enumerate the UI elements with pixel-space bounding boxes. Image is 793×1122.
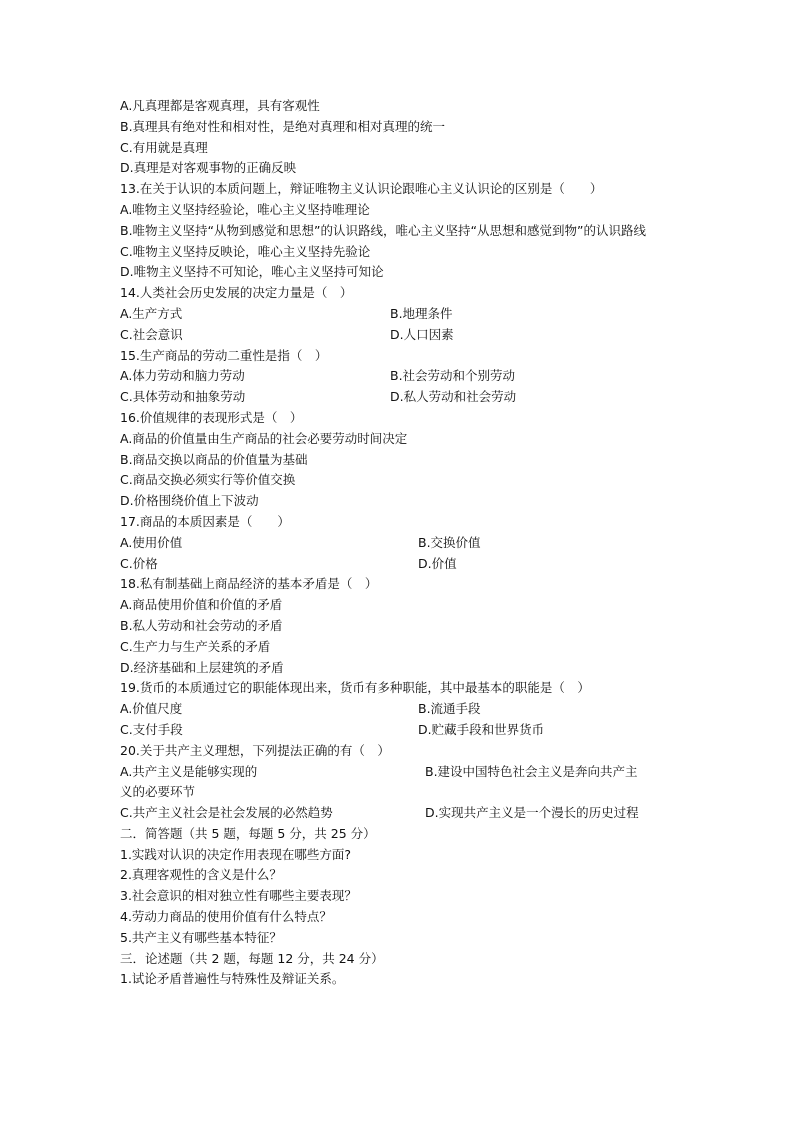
q14-option-d: D.人口因素 <box>390 326 454 342</box>
q15-row-2 <box>120 387 680 408</box>
q20-option-b-line2: 义的必要环节 <box>120 784 196 800</box>
section3-title: 三．论述题（共 2 题，每题 12 分，共 24 分） <box>120 950 384 966</box>
q18-option-d: D.经济基础和上层建筑的矛盾 <box>120 659 284 675</box>
q13-option-d: D.唯物主义坚持不可知论，唯心主义坚持可知论 <box>120 264 384 280</box>
q19-option-d: D.贮藏手段和世界货币 <box>418 721 545 737</box>
q19-option-a: A.价值尺度 <box>120 701 183 717</box>
q18-option-b: B.私人劳动和社会劳动的矛盾 <box>120 617 283 633</box>
q14-option-b: B.地理条件 <box>390 305 453 321</box>
q17-option-a: A.使用价值 <box>120 534 183 550</box>
q14-option-c: C.社会意识 <box>120 326 183 342</box>
q19-option-b: B.流通手段 <box>418 701 481 717</box>
q19-option-c: C.支付手段 <box>120 721 183 737</box>
q19-row-1 <box>120 699 680 720</box>
q12-option-b: B.真理具有绝对性和相对性，是绝对真理和相对真理的统一 <box>120 118 446 134</box>
q16-option-a: A.商品的价值量由生产商品的社会必要劳动时间决定 <box>120 430 408 446</box>
q14-option-a: A.生产方式 <box>120 305 183 321</box>
q20-option-d: D.实现共产主义是一个漫长的历史过程 <box>425 805 639 821</box>
q15-stem: 15.生产商品的劳动二重性是指（ ） <box>120 347 328 363</box>
q20-row-2 <box>120 803 680 824</box>
q13-option-c: C.唯物主义坚持反映论，唯心主义坚持先验论 <box>120 243 371 259</box>
q17-option-d: D.价值 <box>418 555 457 571</box>
q17-option-c: C.价格 <box>120 555 158 571</box>
q15-option-d: D.私人劳动和社会劳动 <box>390 389 517 405</box>
q19-row-2 <box>120 720 680 741</box>
q15-option-a: A.体力劳动和脑力劳动 <box>120 368 245 384</box>
section2-title: 二．简答题（共 5 题，每题 5 分，共 25 分） <box>120 825 376 841</box>
q14-row-1 <box>120 304 680 325</box>
q18-stem: 18.私有制基础上商品经济的基本矛盾是（ ） <box>120 576 378 592</box>
q12-option-c: C.有用就是真理 <box>120 139 208 155</box>
q13-option-b: B.唯物主义坚持“从物到感觉和思想”的认识路线，唯心主义坚持“从思想和感觉到物”的认识路线 <box>120 222 646 238</box>
q20-option-c: C.共产主义社会是社会发展的必然趋势 <box>120 805 333 821</box>
q15-row-1 <box>120 366 680 387</box>
q15-option-c: C.具体劳动和抽象劳动 <box>120 389 246 405</box>
section2-item: 4.劳动力商品的使用价值有什么特点？ <box>120 909 332 925</box>
q17-option-b: B.交换价值 <box>418 534 481 550</box>
q13-stem: 13.在关于认识的本质问题上，辩证唯物主义认识论跟唯心主义认识论的区别是（ ） <box>120 181 603 197</box>
q17-row-2 <box>120 554 680 575</box>
q16-stem: 16.价值规律的表现形式是（ ） <box>120 409 303 425</box>
q20-stem: 20.关于共产主义理想，下列提法正确的有（ ） <box>120 742 390 758</box>
q15-option-b: B.社会劳动和个别劳动 <box>390 368 516 384</box>
q20-row-1 <box>120 762 680 783</box>
section2-item: 1.实践对认识的决定作用表现在哪些方面? <box>120 846 352 862</box>
q17-row-1 <box>120 533 680 554</box>
q16-option-c: C.商品交换必须实行等价值交换 <box>120 472 296 488</box>
q13-option-a: A.唯物主义坚持经验论，唯心主义坚持唯理论 <box>120 201 370 217</box>
q12-option-a: A.凡真理都是客观真理，具有客观性 <box>120 98 320 113</box>
q20-option-a: A.共产主义是能够实现的 <box>120 763 258 779</box>
section2-item: 5.共产主义有哪些基本特征？ <box>120 929 282 945</box>
q14-row-2 <box>120 325 680 346</box>
section2-item: 2.真理客观性的含义是什么？ <box>120 867 282 883</box>
q17-stem: 17.商品的本质因素是（ ） <box>120 513 290 529</box>
q18-option-c: C.生产力与生产关系的矛盾 <box>120 638 271 654</box>
q14-stem: 14.人类社会历史发展的决定力量是（ ） <box>120 285 353 301</box>
q20-option-b-line1: B.建设中国特色社会主义是奔向共产主 <box>425 763 638 779</box>
section2-item: 3.社会意识的相对独立性有哪些主要表现？ <box>120 888 357 904</box>
exam-content <box>120 96 680 990</box>
q16-option-b: B.商品交换以商品的价值量为基础 <box>120 451 308 467</box>
q19-stem: 19.货币的本质通过它的职能体现出来，货币有多种职能，其中最基本的职能是（ ） <box>120 680 590 696</box>
section3-item: 1.试论矛盾普遍性与特殊性及辩证关系。 <box>120 971 345 987</box>
q16-option-d: D.价格围绕价值上下波动 <box>120 493 259 509</box>
q18-option-a: A.商品使用价值和价值的矛盾 <box>120 597 283 613</box>
q12-option-d: D.真理是对客观事物的正确反映 <box>120 160 297 176</box>
